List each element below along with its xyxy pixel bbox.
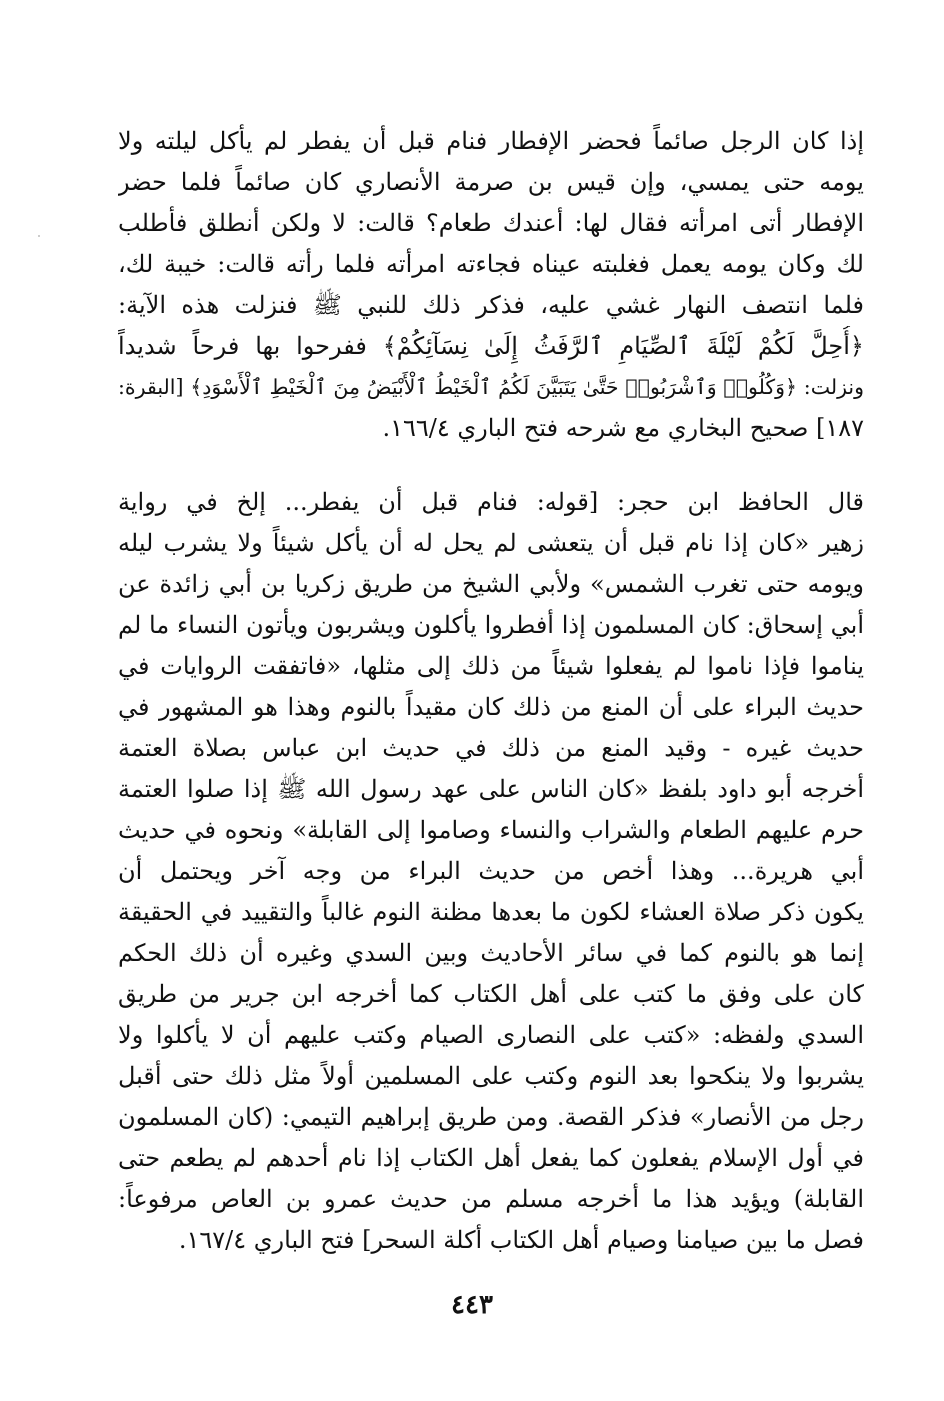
text-line-quran-verse: ونزلت: ﴿وَكُلُوا۟ وَٱشْرَبُوا۟ حَتَّىٰ يَتَبَيَّنَ لَكُمُ ٱلْخَيْطُ ٱلْأَبْيَضُ مِنَ ٱلْخَيْطِ ٱلْأَسْوَدِ﴾ [البقرة: [118,375,864,399]
text-line: فلما انتصف النهار غشي عليه، فذكر ذلك للنبي ﷺ فنزلت هذه الآية: [118,291,864,319]
text-line: يناموا فإذا ناموا لم يفعلوا شيئاً من ذلك إلى مثلها، «فاتفقت الروايات في [118,652,864,680]
text-line: يكون ذكر صلاة العشاء لكون ما بعدها مظنة النوم غالباً والتقييد في الحقيقة [118,898,864,926]
text-line: حديث البراء على أن المنع من ذلك كان مقيداً بالنوم وهذا هو المشهور في [118,693,864,721]
paragraph-ibn-hajar-commentary [118,482,864,1261]
text-line: زهير «كان إذا نام قبل أن يتعشى لم يحل له أن يأكل شيئاً ولا يشرب ليله [118,529,864,557]
text-line: أبي هريرة... وهذا أخص من حديث البراء من وجه آخر ويحتمل أن [118,857,864,885]
text-line: في أول الإسلام يفعلون كما يفعل أهل الكتاب إذا نام أحدهم لم يطعم حتى [118,1144,864,1172]
text-line: السدي ولفظه: «كتب على النصارى الصيام وكتب عليهم أن لا يأكلوا ولا [118,1021,864,1049]
text-line: حديث غيره - وقيد المنع من ذلك في حديث ابن عباس بصلاة العتمة [118,734,864,762]
scan-speck [38,235,40,237]
text-line: الإفطار أتى امرأته فقال لها: أعندك طعام؟ قالت: لا ولكن أنطلق فأطلب [118,209,864,237]
text-line: قال الحافظ ابن حجر: [قوله: فنام قبل أن يفطر... إلخ في رواية [118,488,864,516]
paragraph-hadith-narration [118,121,864,449]
text-line: يومه حتى يمسي، وإن قيس بن صرمة الأنصاري كان صائماً فلما حضر [118,168,864,196]
text-line-citation: فصل ما بين صيامنا وصيام أهل الكتاب أكلة السحر] فتح الباري ١٦٧/٤. [178,1226,864,1254]
text-line: أبي إسحاق: كان المسلمون إذا أفطروا يأكلون ويشربون ويأتون النساء ما لم [118,611,864,639]
text-line: لك وكان يومه يعمل فغلبته عيناه فجاءته امرأته فلما رأته قالت: خيبة لك، [118,250,864,278]
text-line: يشربوا ولا ينكحوا بعد النوم وكتب على المسلمين أولاً مثل ذلك حتى أقبل [118,1062,864,1090]
text-line: إنما هو بالنوم كما في سائر الأحاديث وبين السدي وغيره أن ذلك الحكم [118,939,864,967]
text-line-citation: ١٨٧] صحيح البخاري مع شرحه فتح الباري ١٦٦/٤. [382,414,864,442]
text-line: رجل من الأنصار» فذكر القصة. ومن طريق إبراهيم التيمي: (كان المسلمون [118,1103,864,1131]
page-number: ٤٤٣ [451,1290,493,1320]
text-line: أخرجه أبو داود بلفظ «كان الناس على عهد رسول الله ﷺ إذا صلوا العتمة [118,775,864,803]
text-line: إذا كان الرجل صائماً فحضر الإفطار فنام قبل أن يفطر لم يأكل ليلته ولا [118,127,864,155]
text-line-quran-verse: ﴿أُحِلَّ لَكُمْ لَيْلَةَ ٱلصِّيَامِ ٱلرَّفَثُ إِلَىٰ نِسَآئِكُمْ﴾ ففرحوا بها فرحاً شديداً [118,332,864,360]
text-line: حرم عليهم الطعام والشراب والنساء وصاموا إلى القابلة» ونحوه في حديث [118,816,864,844]
text-line: ويومه حتى تغرب الشمس» ولأبي الشيخ من طريق زكريا بن أبي زائدة عن [118,570,864,598]
text-line: القابلة) ويؤيد هذا ما أخرجه مسلم من حديث عمرو بن العاص مرفوعاً: [118,1185,864,1213]
text-line: كان على وفق ما كتب على أهل الكتاب كما أخرجه ابن جرير من طريق [118,980,864,1008]
